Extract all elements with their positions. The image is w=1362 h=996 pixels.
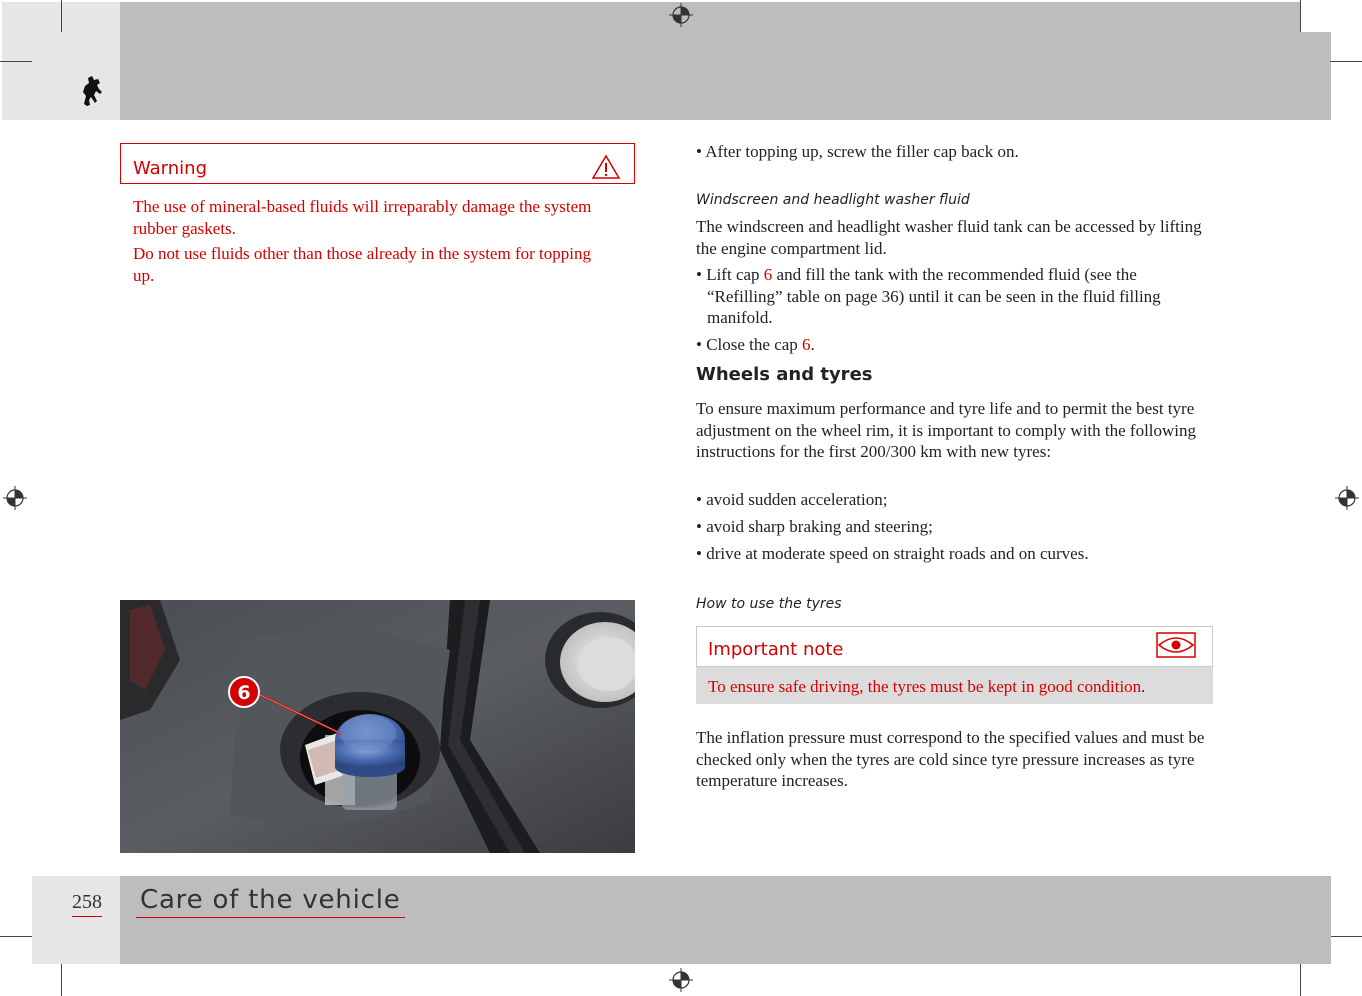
washer-bullet-2-text-end: . [810,335,815,354]
wheels-tyres-heading: Wheels and tyres [696,364,873,385]
washer-paragraph: The windscreen and headlight washer fluid tank can be accessed by lifting the engine compartment lid. [696,217,1202,258]
important-note-text [708,676,1145,697]
topping-up-bullet: • After topping up, screw the filler cap back on. [696,142,1019,161]
header-bar [120,2,1300,120]
photo-illustration [120,600,635,853]
cap-reference: 6 [802,335,811,354]
warning-triangle-icon [591,154,621,180]
registration-mark-icon [669,968,693,992]
warning-title: Warning [133,158,208,179]
tyres-paragraph: To ensure maximum performance and tyre life and to permit the best tyre adjustment on the wheel rim, it is important to comply with the following instructions for the first 200/300 km with new tyres: [696,399,1197,461]
washer-bullet-1-text: • Lift cap [696,265,764,284]
registration-mark-icon [3,486,27,510]
tyres-bullet: • avoid sharp braking and steering; [696,517,933,536]
important-note-period: . [1141,677,1146,696]
eye-icon [1156,632,1196,658]
washer-fluid-cap-photo [120,600,635,853]
washer-bullet-1 [696,264,1207,329]
page-number: 258 [72,890,102,917]
registration-mark-icon [1335,486,1359,510]
crop-mark [1330,61,1362,62]
warning-paragraph: Do not use fluids other than those already in the system for topping up. [133,244,591,285]
registration-mark-icon [669,3,693,27]
callout-6: 6 [237,682,251,704]
tyres-bullet: • drive at moderate speed on straight roads and on curves. [696,544,1089,563]
washer-bullet-1-text-end: and fill the tank with the recommended fluid (see the “Refilling” table on page 36) until it can be seen in the fluid filling manifold. [707,265,1161,327]
prancing-horse-logo-icon [78,74,104,108]
crop-mark [0,936,32,937]
inflation-paragraph: The inflation pressure must correspond to the specified values and must be checked only when the tyres are cold since tyre pressure increases as tyre temperature increases. [696,728,1205,790]
important-note-title: Important note [708,639,844,660]
washer-bullet-2-text: • Close the cap [696,335,803,354]
crop-mark [61,0,62,32]
washer-bullet-2 [696,334,1227,356]
crop-mark [1300,964,1301,996]
washer-subheading: Windscreen and headlight washer fluid [696,192,970,208]
tyres-bullet: • avoid sudden acceleration; [696,490,888,509]
crop-mark [1300,0,1301,32]
header-bar-extension [1300,32,1331,120]
crop-mark [0,61,32,62]
warning-paragraph: The use of mineral-based fluids will irreparably damage the system rubber gaskets. [133,197,592,238]
important-note-sentence: To ensure safe driving, the tyres must be kept in good condition [708,677,1142,696]
tyre-usage-subheading: How to use the tyres [696,596,842,612]
crop-mark [1330,936,1362,937]
cap-reference: 6 [763,265,773,284]
crop-mark [61,964,62,996]
section-title: Care of the vehicle [136,884,405,918]
